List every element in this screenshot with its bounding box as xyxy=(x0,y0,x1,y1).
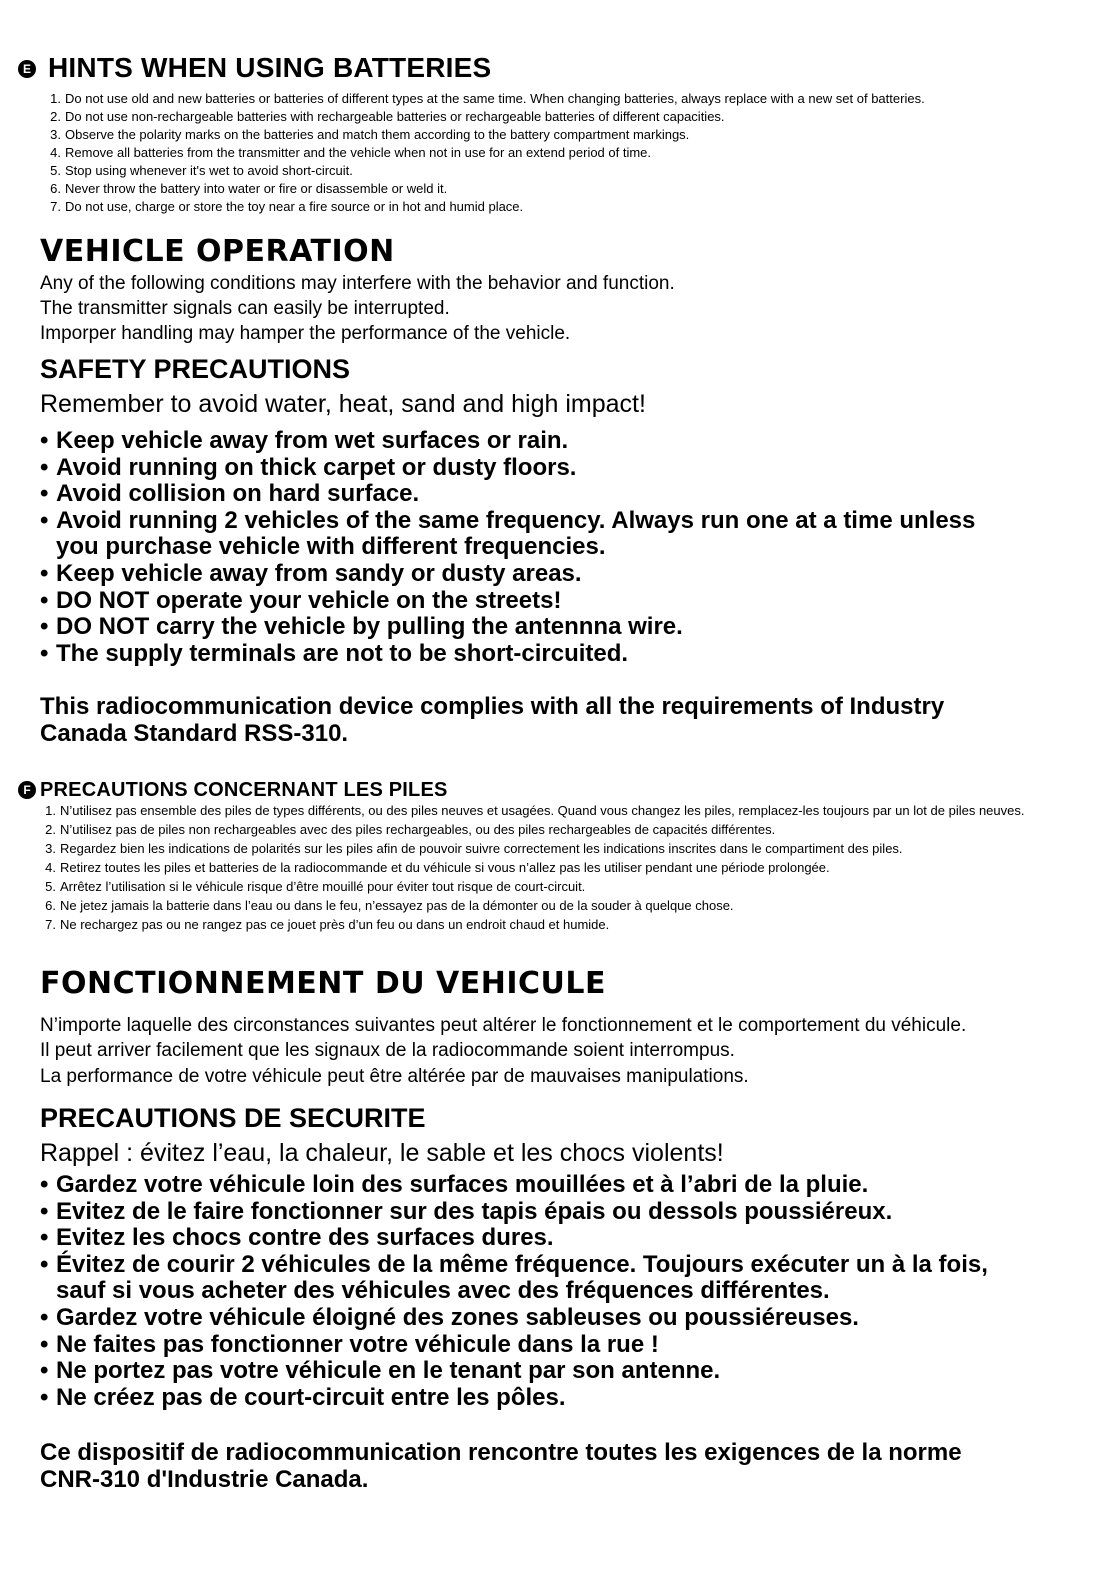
list-item: • Évitez de courir 2 véhicules de la même fréquence. Toujours exécuter un à la fois, sauf si vous acheter des véhicules avec des fréquences différentes. xyxy=(40,1252,1020,1305)
list-item: • Ne faites pas fonctionner votre véhicule dans la rue ! xyxy=(40,1332,1020,1359)
list-item: • Keep vehicle away from sandy or dusty areas. xyxy=(40,561,1000,588)
list-item: 1. N’utilisez pas ensemble des piles de types différents, ou des piles neuves et usagées. Quand vous changez les piles, remplacez-les toujours par un lot de piles neuves. xyxy=(45,803,1025,818)
list-item: 1. Do not use old and new batteries or batteries of different types at the same time. When changing batteries, always replace with a new set of batteries. xyxy=(50,91,925,106)
list-item: 2. Do not use non-rechargeable batteries with rechargeable batteries or rechargeable batteries of different capacities. xyxy=(50,109,725,124)
english-operation-title: VEHICLE OPERATION xyxy=(40,234,395,269)
list-item: 7. Ne rechargez pas ou ne rangez pas ce jouet près d’un feu ou dans un endroit chaud et humide. xyxy=(45,917,610,932)
list-item: 6. Ne jetez jamais la batterie dans l’eau ou dans le feu, n’essayez pas de la démonter ou de la souder à quelque chose. xyxy=(45,898,734,913)
list-item: • Evitez de le faire fonctionner sur des tapis épais ou dessols poussiéreux. xyxy=(40,1199,1020,1226)
french-operation-line: La performance de votre véhicule peut être altérée par de mauvaises manipulations. xyxy=(40,1066,749,1087)
english-operation-line: Any of the following conditions may interfere with the behavior and function. xyxy=(40,273,675,294)
list-item: 5. Stop using whenever it's wet to avoid short-circuit. xyxy=(50,163,353,178)
list-item: • DO NOT operate your vehicle on the streets! xyxy=(40,588,1000,615)
list-item: • Avoid running 2 vehicles of the same frequency. Always run one at a time unless you purchase vehicle with different frequencies. xyxy=(40,508,1000,561)
list-item: 5. Arrêtez l’utilisation si le véhicule risque d’être mouillé pour éviter tout risque de court-circuit. xyxy=(45,879,586,894)
list-item: • Keep vehicle away from wet surfaces or rain. xyxy=(40,428,1000,455)
french-compliance-statement: Ce dispositif de radiocommunication rencontre toutes les exigences de la norme CNR-310 d'Industrie Canada. xyxy=(40,1439,962,1493)
list-item: • Gardez votre véhicule loin des surfaces mouillées et à l’abri de la pluie. xyxy=(40,1172,1020,1199)
list-item: • DO NOT carry the vehicle by pulling the antennna wire. xyxy=(40,614,1000,641)
list-item: 7. Do not use, charge or store the toy near a fire source or in hot and humid place. xyxy=(50,199,524,214)
list-item: 3. Regardez bien les indications de polarités sur les piles afin de pouvoir suivre correctement les indications inscrites dans le compartiment des piles. xyxy=(45,841,903,856)
english-section-badge: E xyxy=(18,60,36,78)
list-item: • Evitez les chocs contre des surfaces dures. xyxy=(40,1225,1020,1252)
english-battery-hints-list xyxy=(41,90,1101,216)
french-operation-line: Il peut arriver facilement que les signaux de la radiocommande soient interrompus. xyxy=(40,1040,735,1061)
french-safety-title: PRECAUTIONS DE SECURITE xyxy=(40,1103,426,1133)
english-compliance-statement: This radiocommunication device complies with all the requirements of Industry Canada Standard RSS-310. xyxy=(40,693,945,747)
french-operation-title: FONCTIONNEMENT DU VEHICULE xyxy=(40,966,606,1001)
list-item: 4. Retirez toutes les piles et batteries de la radiocommande et du véhicule si vous n’allez pas les utiliser pendant une période prolongée. xyxy=(45,860,830,875)
english-operation-line: The transmitter signals can easily be interrupted. xyxy=(40,298,450,319)
french-safety-reminder: Rappel : évitez l’eau, la chaleur, le sable et les chocs violents! xyxy=(40,1139,724,1167)
french-operation-line: N’importe laquelle des circonstances suivantes peut altérer le fonctionnement et le comportement du véhicule. xyxy=(40,1015,967,1036)
english-safety-reminder: Remember to avoid water, heat, sand and high impact! xyxy=(40,390,646,418)
english-operation-line: Imporper handling may hamper the performance of the vehicle. xyxy=(40,323,571,344)
list-item: 2. N’utilisez pas de piles non rechargeables avec des piles rechargeables, ou des piles rechargeables de capacités différentes. xyxy=(45,822,776,837)
list-item: 6. Never throw the battery into water or fire or disassemble or weld it. xyxy=(50,181,448,196)
french-battery-hints-list xyxy=(36,801,1106,934)
english-safety-list xyxy=(40,428,1000,667)
list-item: • The supply terminals are not to be short-circuited. xyxy=(40,641,1000,668)
english-safety-title: SAFETY PRECAUTIONS xyxy=(40,354,351,384)
list-item: • Avoid running on thick carpet or dusty floors. xyxy=(40,455,1000,482)
list-item: • Ne créez pas de court-circuit entre les pôles. xyxy=(40,1385,1020,1412)
french-safety-list xyxy=(40,1172,1020,1411)
list-item: • Ne portez pas votre véhicule en le tenant par son antenne. xyxy=(40,1358,1020,1385)
list-item: 4. Remove all batteries from the transmitter and the vehicle when not in use for an extend period of time. xyxy=(50,145,652,160)
list-item: 3. Observe the polarity marks on the batteries and match them according to the battery compartment markings. xyxy=(50,127,690,142)
french-section-badge: F xyxy=(18,781,36,799)
english-batteries-title: HINTS WHEN USING BATTERIES xyxy=(48,52,492,83)
list-item: • Avoid collision on hard surface. xyxy=(40,481,1000,508)
french-batteries-title: PRECAUTIONS CONCERNANT LES PILES xyxy=(40,779,448,801)
list-item: • Gardez votre véhicule éloigné des zones sableuses ou poussiéreuses. xyxy=(40,1305,1020,1332)
